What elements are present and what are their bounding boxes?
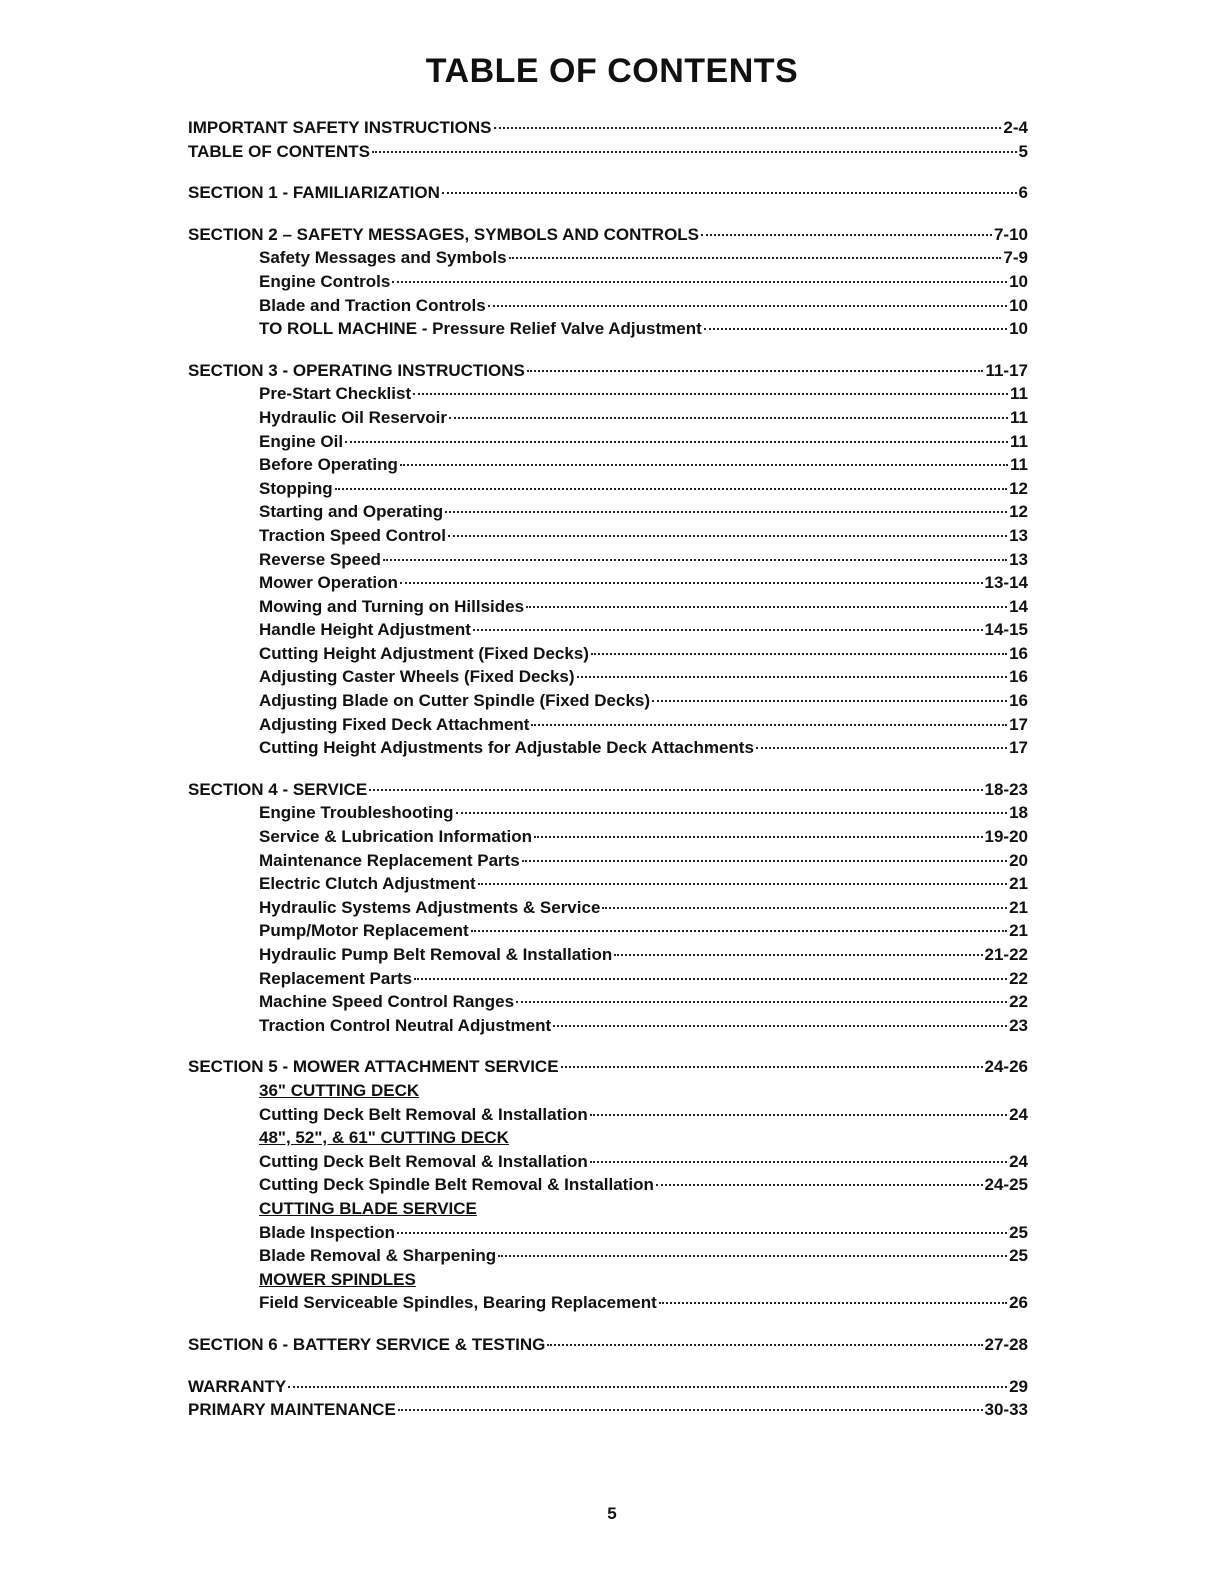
toc-entry-label: Engine Controls [259, 271, 391, 291]
toc-entry-label: Before Operating [259, 455, 398, 475]
dot-leader [488, 305, 1007, 307]
toc-subentry [188, 382, 1028, 406]
dot-leader [494, 127, 1002, 129]
toc-entry-label: Handle Height Adjustment [259, 620, 471, 640]
dot-leader [591, 653, 1007, 655]
toc-subentry [188, 524, 1028, 548]
dot-leader [704, 328, 1007, 330]
toc-entry [188, 116, 1028, 140]
dot-leader [516, 1001, 1007, 1003]
toc-entry-page: 17 [1009, 738, 1028, 758]
toc-entry-page: 13-14 [984, 573, 1028, 593]
dot-leader [509, 257, 1002, 259]
toc-entry-label: SECTION 1 - FAMILIARIZATION [188, 183, 440, 203]
toc-entry-label: Service & Lubrication Information [259, 827, 532, 847]
toc-entry-page: 7-9 [1003, 248, 1028, 268]
dot-leader [756, 747, 1007, 749]
toc-entry-page: 7-10 [993, 224, 1028, 244]
dot-leader [547, 1344, 982, 1346]
toc-entry-label: Cutting Deck Spindle Belt Removal & Installation [259, 1175, 654, 1195]
toc-entry-label: SECTION 3 - OPERATING INSTRUCTIONS [188, 360, 525, 380]
toc-entry-label: Stopping [259, 478, 333, 498]
toc-entry-label: Blade Inspection [259, 1222, 396, 1242]
toc-group [188, 223, 1028, 341]
toc-entry-page: 21 [1009, 874, 1028, 894]
toc-entry-page: 25 [1009, 1222, 1028, 1242]
toc-subentry [188, 1103, 1028, 1127]
dot-leader [478, 883, 1007, 885]
toc-entry-page: 26 [1009, 1293, 1028, 1313]
toc-entry-label: Hydraulic Systems Adjustments & Service [259, 897, 601, 917]
toc-group [188, 1375, 1028, 1422]
toc-entry-label: Cutting Deck Belt Removal & Installation [259, 1104, 588, 1124]
toc-subentry [188, 618, 1028, 642]
toc-subentry [188, 896, 1028, 920]
toc-entry-page: 11 [1010, 455, 1028, 475]
dot-leader [498, 1255, 1007, 1257]
toc-entry-label: Pre-Start Checklist [259, 384, 412, 404]
toc-entry-label: Field Serviceable Spindles, Bearing Replacement [259, 1293, 657, 1313]
toc-subentry [188, 317, 1028, 341]
toc-entry-page: 25 [1009, 1246, 1028, 1266]
dot-leader [369, 789, 982, 791]
toc-entry-page: 16 [1009, 667, 1028, 687]
dot-leader [652, 700, 1007, 702]
toc-entry-page: 24 [1009, 1104, 1028, 1124]
toc-entry [188, 140, 1028, 164]
toc-entry-label: PRIMARY MAINTENANCE [188, 1400, 396, 1420]
toc-entry [188, 223, 1028, 247]
toc-entry-page: 29 [1009, 1376, 1028, 1396]
toc-subentry [188, 1150, 1028, 1174]
toc-entry [188, 1333, 1028, 1357]
toc-entry-label: Blade Removal & Sharpening [259, 1246, 497, 1266]
toc-subentry [188, 801, 1028, 825]
toc-subentry [188, 1244, 1028, 1268]
toc-entry-label: IMPORTANT SAFETY INSTRUCTIONS [188, 118, 492, 137]
dot-leader [397, 1232, 1007, 1234]
toc-entry-page: 11 [1010, 384, 1028, 404]
dot-leader [456, 812, 1008, 814]
toc-entry-page: 27-28 [984, 1334, 1028, 1354]
toc-entry-label: Engine Oil [259, 431, 344, 451]
toc-entry-label: Pump/Motor Replacement [259, 921, 469, 941]
toc-subentry [188, 919, 1028, 943]
dot-leader [590, 1161, 1007, 1163]
toc-entry-page: 11 [1010, 407, 1028, 427]
toc-subheading [188, 1126, 1028, 1150]
toc-subentry [188, 1173, 1028, 1197]
toc-subheading-label: 48", 52", & 61" CUTTING DECK [259, 1128, 509, 1148]
toc-entry-page: 5 [1018, 141, 1028, 161]
dot-leader [561, 1066, 983, 1068]
toc-subentry [188, 736, 1028, 760]
toc-entry-page: 2-4 [1003, 118, 1028, 137]
toc-entry-page: 16 [1009, 643, 1028, 663]
dot-leader [473, 629, 983, 631]
toc-subentry [188, 825, 1028, 849]
dot-leader [413, 393, 1008, 395]
dot-leader [345, 441, 1008, 443]
toc-subentry [188, 294, 1028, 318]
toc-entry-page: 21-22 [984, 945, 1028, 964]
toc-group [188, 778, 1028, 1038]
toc-subheading [188, 1079, 1028, 1103]
toc-entry-label: Replacement Parts [259, 968, 413, 988]
toc-entry-label: Mower Operation [259, 573, 398, 593]
dot-leader [392, 281, 1007, 283]
toc-entry-label: SECTION 4 - SERVICE [188, 779, 368, 799]
dot-leader [526, 606, 1007, 608]
toc-entry-label: SECTION 2 – SAFETY MESSAGES, SYMBOLS AND CONTROLS [188, 224, 700, 244]
toc-entry-label: Starting and Operating [259, 502, 444, 522]
toc-subentry [188, 270, 1028, 294]
toc-entry-page: 10 [1009, 295, 1028, 315]
toc-entry-page: 23 [1009, 1015, 1028, 1035]
toc-entry-label: Blade and Traction Controls [259, 295, 486, 315]
toc-entry-label: Cutting Height Adjustment (Fixed Decks) [259, 643, 589, 663]
toc-entry-page: 18 [1009, 803, 1028, 823]
toc-subentry [188, 453, 1028, 477]
page-title: TABLE OF CONTENTS [425, 52, 799, 90]
toc-entry-label: SECTION 5 - MOWER ATTACHMENT SERVICE [188, 1057, 559, 1077]
toc-entry-page: 11 [1010, 431, 1028, 451]
toc-subentry [188, 642, 1028, 666]
toc-subentry [188, 943, 1028, 967]
toc-entry-page: 17 [1009, 714, 1028, 734]
toc-entry-page: 13 [1009, 525, 1028, 545]
dot-leader [449, 417, 1008, 419]
dot-leader [400, 582, 983, 584]
toc-entry-page: 22 [1009, 992, 1028, 1012]
dot-leader [534, 836, 983, 838]
toc-subentry [188, 1221, 1028, 1245]
toc-entry [188, 359, 1028, 383]
dot-leader [522, 860, 1007, 862]
toc-subentry [188, 967, 1028, 991]
toc-entry-label: Machine Speed Control Ranges [259, 992, 515, 1012]
toc-entry-page: 14 [1009, 596, 1028, 616]
toc-entry-page: 20 [1009, 850, 1028, 870]
toc-group [188, 1055, 1028, 1315]
toc-subentry [188, 689, 1028, 713]
toc-entry-page: 16 [1009, 691, 1028, 711]
toc-entry [188, 778, 1028, 802]
toc-entry-page: 6 [1018, 183, 1028, 203]
toc-entry-label: TO ROLL MACHINE - Pressure Relief Valve Adjustment [259, 319, 702, 339]
toc-entry-label: Maintenance Replacement Parts [259, 850, 520, 870]
toc-entry-label: Safety Messages and Symbols [259, 248, 507, 268]
dot-leader [383, 559, 1007, 561]
toc-subentry [188, 477, 1028, 501]
toc-entry-page: 24-25 [984, 1175, 1028, 1195]
toc-entry-label: Cutting Height Adjustments for Adjustable Deck Attachments [259, 738, 754, 758]
toc-subentry [188, 1014, 1028, 1038]
toc-entry-label: Adjusting Blade on Cutter Spindle (Fixed Decks) [259, 691, 651, 711]
toc-entry-label: Traction Control Neutral Adjustment [259, 1015, 552, 1035]
toc-entry-page: 10 [1009, 319, 1028, 339]
toc-entry-label: Cutting Deck Belt Removal & Installation [259, 1151, 588, 1171]
toc-subentry [188, 665, 1028, 689]
toc-entry-page: 18-23 [984, 779, 1028, 799]
toc-entry-label: Reverse Speed [259, 549, 381, 569]
toc-subentry [188, 872, 1028, 896]
toc-entry-page: 14-15 [984, 620, 1028, 640]
toc-entry-page: 30-33 [984, 1400, 1028, 1420]
dot-leader [414, 978, 1007, 980]
toc-entry-page: 24 [1009, 1151, 1028, 1171]
dot-leader [448, 535, 1007, 537]
toc-entry-page: 21 [1009, 921, 1028, 941]
toc-entry-label: WARRANTY [188, 1376, 287, 1396]
toc-entry-page: 24-26 [984, 1057, 1028, 1077]
dot-leader [288, 1386, 1007, 1388]
toc-entry-page: 22 [1009, 968, 1028, 988]
toc-entry-page: 21 [1009, 897, 1028, 917]
toc-entry [188, 1375, 1028, 1399]
toc-entry [188, 181, 1028, 205]
dot-leader [400, 464, 1008, 466]
toc-subentry [188, 849, 1028, 873]
toc-entry-label: SECTION 6 - BATTERY SERVICE & TESTING [188, 1334, 546, 1354]
dot-leader [577, 676, 1008, 678]
page-number: 5 [607, 1504, 617, 1523]
dot-leader [590, 1114, 1007, 1116]
dot-leader [553, 1025, 1007, 1027]
toc-group [188, 116, 1028, 163]
toc-subentry [188, 406, 1028, 430]
toc-entry-label: Adjusting Caster Wheels (Fixed Decks) [259, 667, 575, 687]
toc-subentry [188, 1291, 1028, 1315]
dot-leader [471, 930, 1007, 932]
toc-entry-label: Hydraulic Oil Reservoir [259, 407, 448, 427]
toc-entry-page: 12 [1009, 502, 1028, 522]
toc-entry-page: 12 [1009, 478, 1028, 498]
dot-leader [659, 1302, 1007, 1304]
toc-subheading-label: 36" CUTTING DECK [259, 1080, 420, 1100]
dot-leader [335, 488, 1007, 490]
toc-subentry [188, 990, 1028, 1014]
dot-leader [656, 1184, 983, 1186]
toc-subheading-label: CUTTING BLADE SERVICE [259, 1198, 477, 1218]
toc-group [188, 1333, 1028, 1357]
dot-leader [527, 370, 984, 372]
toc-subheading [188, 1268, 1028, 1292]
dot-leader [445, 511, 1007, 513]
toc-group [188, 359, 1028, 760]
dot-leader [372, 151, 1017, 153]
toc-group [188, 181, 1028, 205]
toc-entry-label: Electric Clutch Adjustment [259, 874, 476, 894]
table-of-contents [188, 116, 1028, 1440]
dot-leader [442, 192, 1017, 194]
toc-subentry [188, 548, 1028, 572]
toc-subentry [188, 713, 1028, 737]
toc-entry-page: 10 [1009, 271, 1028, 291]
toc-subheading-label: MOWER SPINDLES [259, 1269, 416, 1289]
toc-subentry [188, 500, 1028, 524]
toc-entry [188, 1398, 1028, 1422]
toc-entry-label: Traction Speed Control [259, 525, 447, 545]
dot-leader [602, 907, 1007, 909]
toc-entry-label: Mowing and Turning on Hillsides [259, 596, 525, 616]
toc-entry-label: Adjusting Fixed Deck Attachment [259, 714, 530, 734]
toc-subentry [188, 571, 1028, 595]
toc-entry-page: 11-17 [985, 360, 1028, 380]
toc-subentry [188, 595, 1028, 619]
toc-subheading [188, 1197, 1028, 1221]
toc-subentry [188, 246, 1028, 270]
toc-entry [188, 1055, 1028, 1079]
toc-entry-label: Engine Troubleshooting [259, 803, 454, 823]
toc-entry-label: TABLE OF CONTENTS [188, 141, 370, 161]
dot-leader [398, 1409, 983, 1411]
toc-entry-page: 13 [1009, 549, 1028, 569]
dot-leader [614, 954, 982, 956]
dot-leader [701, 234, 992, 236]
toc-entry-page: 19-20 [984, 827, 1028, 847]
toc-subentry [188, 430, 1028, 454]
dot-leader [531, 724, 1007, 726]
toc-entry-label: Hydraulic Pump Belt Removal & Installation [259, 945, 613, 964]
